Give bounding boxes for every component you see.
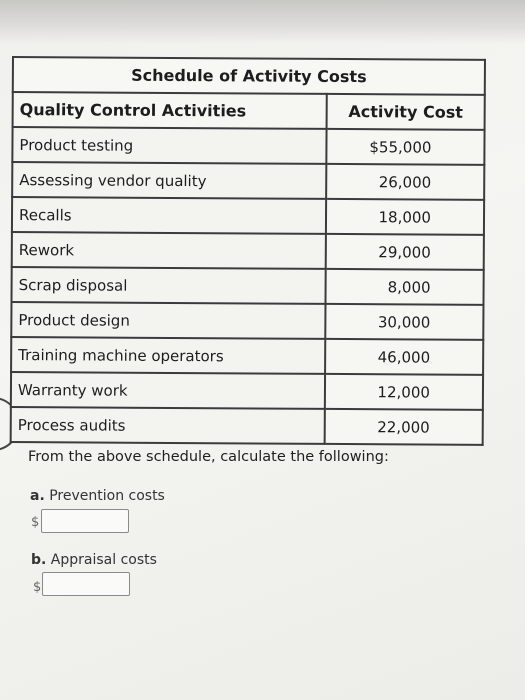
table-row bbox=[11, 337, 483, 375]
activity-cell: Scrap disposal bbox=[11, 267, 325, 304]
cost-cell: 12,000 bbox=[325, 374, 483, 410]
question-b-text: Appraisal costs bbox=[50, 552, 157, 568]
cost-cell: 22,000 bbox=[325, 409, 483, 445]
table-row bbox=[11, 372, 483, 410]
table-row bbox=[11, 267, 483, 305]
table-row bbox=[11, 407, 483, 445]
appraisal-costs-input[interactable] bbox=[42, 572, 130, 596]
activity-cell: Product design bbox=[11, 302, 325, 339]
schedule-table bbox=[10, 56, 486, 446]
column-header-cost: Activity Cost bbox=[327, 94, 485, 130]
question-a-letter: a. bbox=[30, 488, 45, 504]
instruction-text: From the above schedule, calculate the following: bbox=[28, 449, 389, 465]
question-b-letter: b. bbox=[31, 552, 47, 568]
table-row bbox=[12, 232, 484, 270]
top-shadow bbox=[0, 0, 525, 44]
table-row bbox=[12, 127, 484, 165]
cost-cell: 18,000 bbox=[326, 199, 484, 235]
table-title-row bbox=[13, 57, 485, 95]
question-a-label bbox=[30, 488, 165, 504]
question-b-currency: $ bbox=[33, 580, 42, 595]
question-b-label bbox=[31, 552, 157, 568]
cost-cell: 46,000 bbox=[325, 339, 483, 375]
activity-cell: Process audits bbox=[11, 407, 325, 444]
question-a-currency: $ bbox=[31, 515, 40, 530]
activity-cell: Warranty work bbox=[11, 372, 325, 409]
table-title: Schedule of Activity Costs bbox=[13, 57, 485, 95]
activity-cell: Product testing bbox=[12, 127, 326, 164]
cost-cell: 26,000 bbox=[326, 164, 484, 200]
table-row bbox=[12, 197, 484, 235]
prevention-costs-input[interactable] bbox=[41, 509, 129, 533]
question-a-text: Prevention costs bbox=[49, 488, 165, 504]
cost-cell: $55,000 bbox=[326, 129, 484, 165]
column-header-activity: Quality Control Activities bbox=[13, 92, 327, 129]
cost-cell: 8,000 bbox=[325, 269, 483, 305]
cost-cell: 29,000 bbox=[326, 234, 484, 270]
activity-cell: Rework bbox=[12, 232, 326, 269]
activity-cell: Training machine operators bbox=[11, 337, 325, 374]
activity-cell: Assessing vendor quality bbox=[12, 162, 326, 199]
schedule-table-wrapper bbox=[10, 56, 486, 446]
cost-cell: 30,000 bbox=[325, 304, 483, 340]
table-row bbox=[12, 162, 484, 200]
table-row bbox=[11, 302, 483, 340]
activity-cell: Recalls bbox=[12, 197, 326, 234]
table-header-row bbox=[13, 92, 485, 130]
